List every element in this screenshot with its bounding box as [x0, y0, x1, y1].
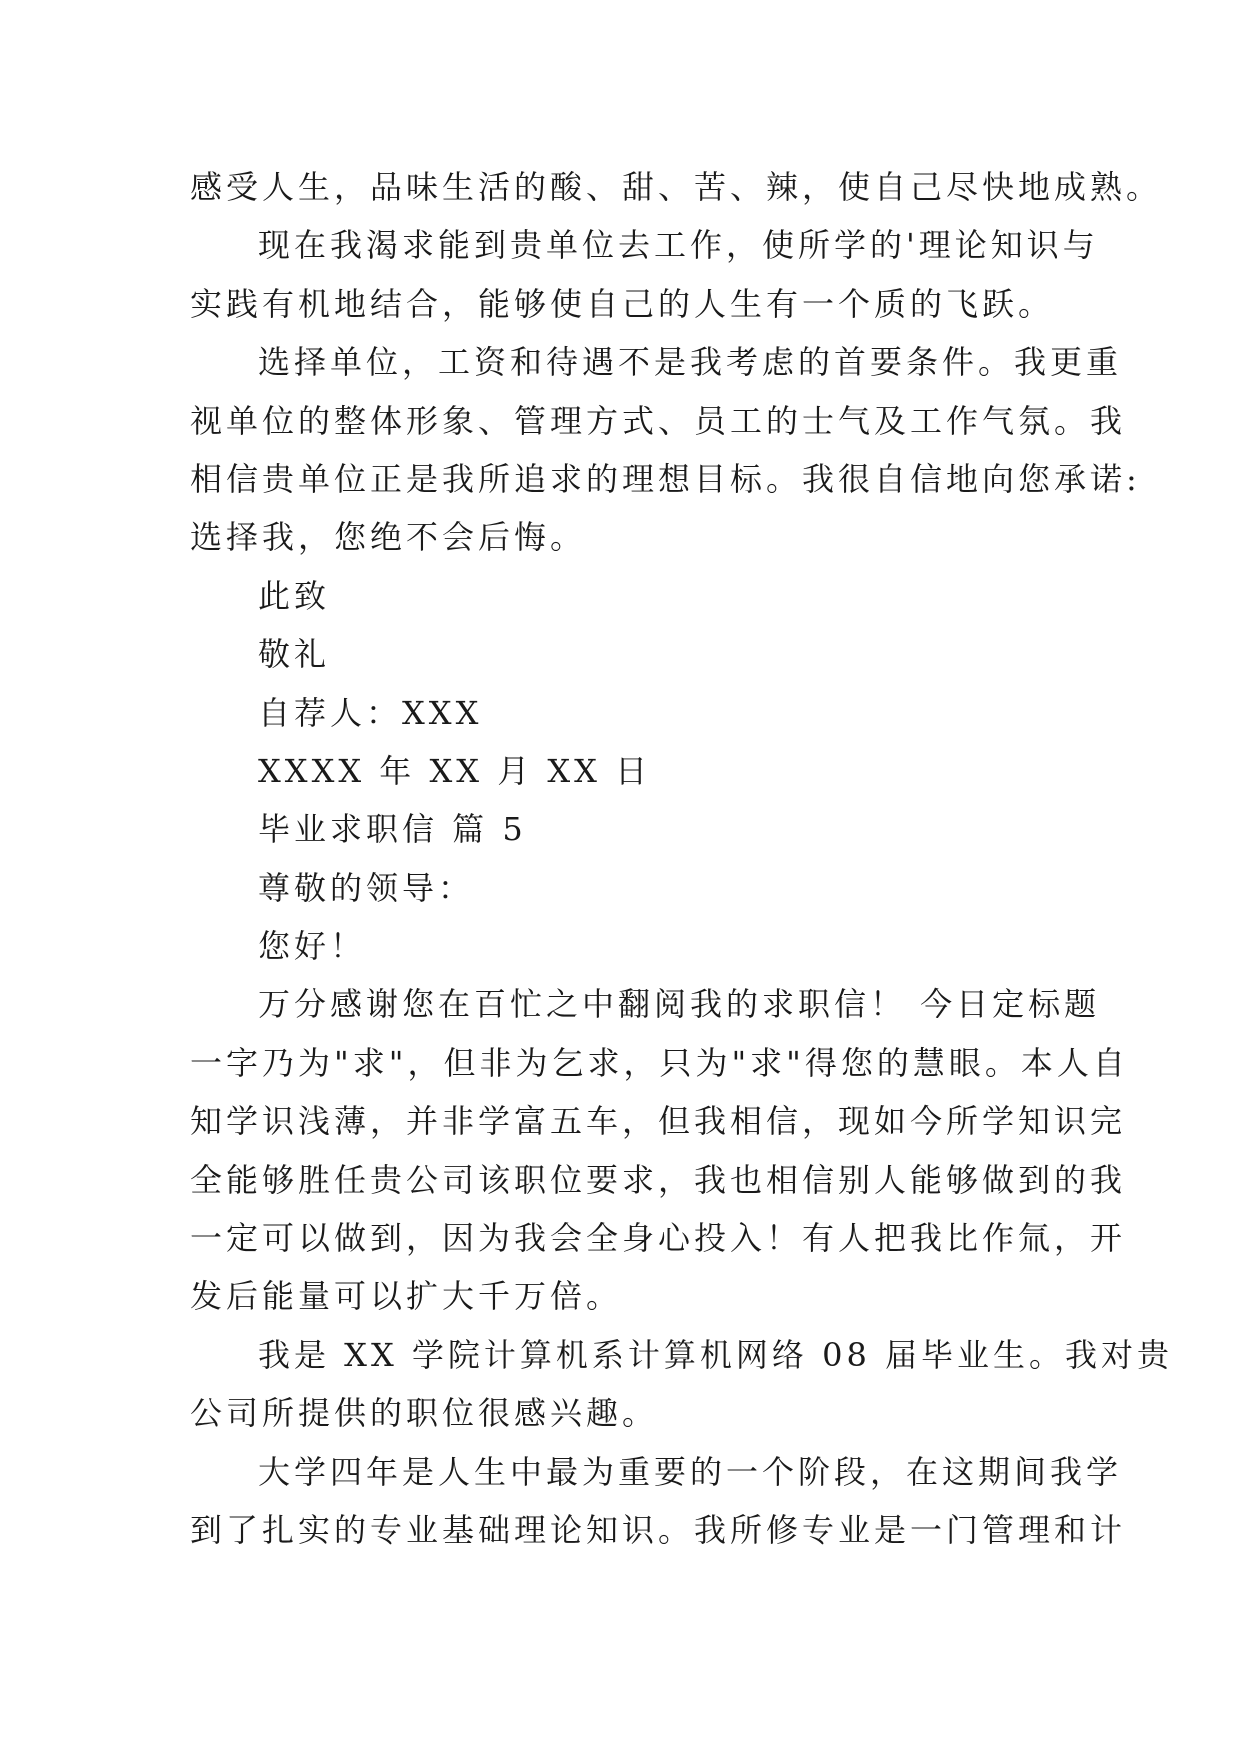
text-line: 相信贵单位正是我所追求的理想目标。我很自信地向您承诺:: [190, 459, 1141, 498]
text-line: 选择单位，工资和待遇不是我考虑的首要条件。我更重: [258, 343, 1123, 382]
date-line: XXXX 年 XX 月 XX 日: [258, 751, 652, 790]
text-line: 万分感谢您在百忙之中翻阅我的求职信！ 今日定标题: [258, 985, 1101, 1024]
text-line: 知学识浅薄，并非学富五车，但我相信，现如今所学知识完: [190, 1102, 1127, 1141]
text-line: 到了扎实的专业基础理论知识。我所修专业是一门管理和计: [190, 1510, 1127, 1549]
text-line: 实践有机地结合，能够使自己的人生有一个质的飞跃。: [190, 284, 1055, 323]
text-line: 公司所提供的职位很感兴趣。: [190, 1394, 659, 1433]
text-line: 发后能量可以扩大千万倍。: [190, 1277, 623, 1316]
text-line: 现在我渴求能到贵单位去工作，使所学的'理论知识与: [258, 226, 1099, 265]
text-line: 大学四年是人生中最为重要的一个阶段，在这期间我学: [258, 1452, 1123, 1491]
text-line: 全能够胜任贵公司该职位要求，我也相信别人能够做到的我: [190, 1160, 1127, 1199]
greeting-line: 您好！: [258, 927, 367, 966]
salutation-line: 尊敬的领导：: [258, 868, 475, 907]
text-line: 一字乃为"求"，但非为乞求，只为"求"得您的慧眼。本人自: [190, 1043, 1129, 1082]
text-line: 我是 XX 学院计算机系计算机网络 08 届毕业生。我对贵: [258, 1335, 1173, 1374]
text-line: 一定可以做到，因为我会全身心投入！有人把我比作氚，开: [190, 1219, 1127, 1258]
text-line: 视单位的整体形象、管理方式、员工的士气及工作气氛。我: [190, 401, 1127, 440]
text-line: 感受人生，品味生活的酸、甜、苦、辣，使自己尽快地成熟。: [190, 168, 1163, 206]
letter-body: [190, 158, 1173, 1559]
closing-line: 此致: [258, 576, 331, 615]
closing-line: 敬礼: [258, 635, 331, 674]
signature-line: 自荐人：XXX: [258, 693, 483, 732]
section-heading: 毕业求职信 篇 5: [258, 810, 527, 849]
text-line: 选择我，您绝不会后悔。: [190, 518, 587, 557]
